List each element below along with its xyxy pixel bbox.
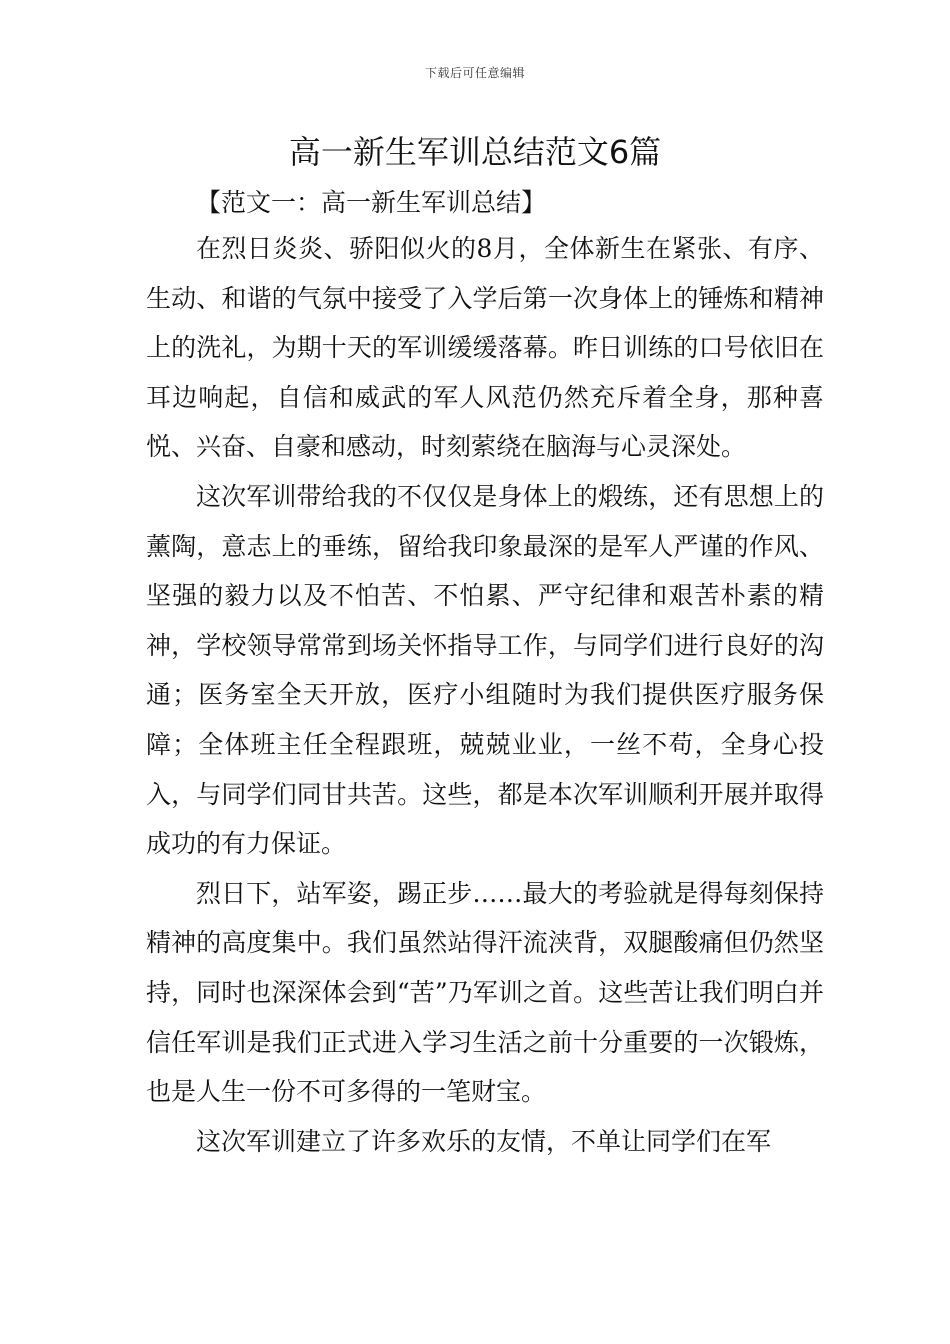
document-title: 高一新生军训总结范文6篇 <box>288 133 662 171</box>
paragraph: 这次军训建立了许多欢乐的友情，不单让同学们在军 <box>196 1126 772 1156</box>
paragraph: 这次军训带给我的不仅仅是身体上的煅练，还有思想上的薰陶，意志上的垂练，留给我印象最深的是军人严谨的作风、坚强的毅力以及不怕苦、不怕累、严守纪律和艰苦朴素的精神，学校领导常常到场关怀指导工作，与同学们进行良好的沟通；医务室全天开放，医疗小组随时为我们提供医疗服务保障；全体班主任全程跟班，兢兢业业，一丝不苟，全身心投入，与同学们同甘共苦。这些，都是本次军训顺利开展并取得成功的有力保证。 <box>146 481 824 859</box>
section-heading: 【范文一：高一新生军训总结】 <box>196 188 547 217</box>
header-note: 下载后可任意编辑 <box>424 66 525 80</box>
document-body <box>146 224 824 1166</box>
paragraph: 烈日下，站军姿，踢正步……最大的考验就是得每刻保持精神的高度集中。我们虽然站得汗流浃背，双腿酸痛但仍然坚持，同时也深深体会到“苦”乃军训之首。这些苦让我们明白并信任军训是我们正式进入学习生活之前十分重要的一次锻炼，也是人生一份不可多得的一笔财宝。 <box>146 878 824 1107</box>
paragraph: 在烈日炎炎、骄阳似火的8月，全体新生在紧张、有序、生动、和谐的气氛中接受了入学后第一次身体上的锤炼和精神上的洗礼，为期十天的军训缓缓落幕。昨日训练的口号依旧在耳边响起，自信和威武的军人风范仍然充斥着全身，那种喜悦、兴奋、自豪和感动，时刻萦绕在脑海与心灵深处。 <box>146 234 824 462</box>
